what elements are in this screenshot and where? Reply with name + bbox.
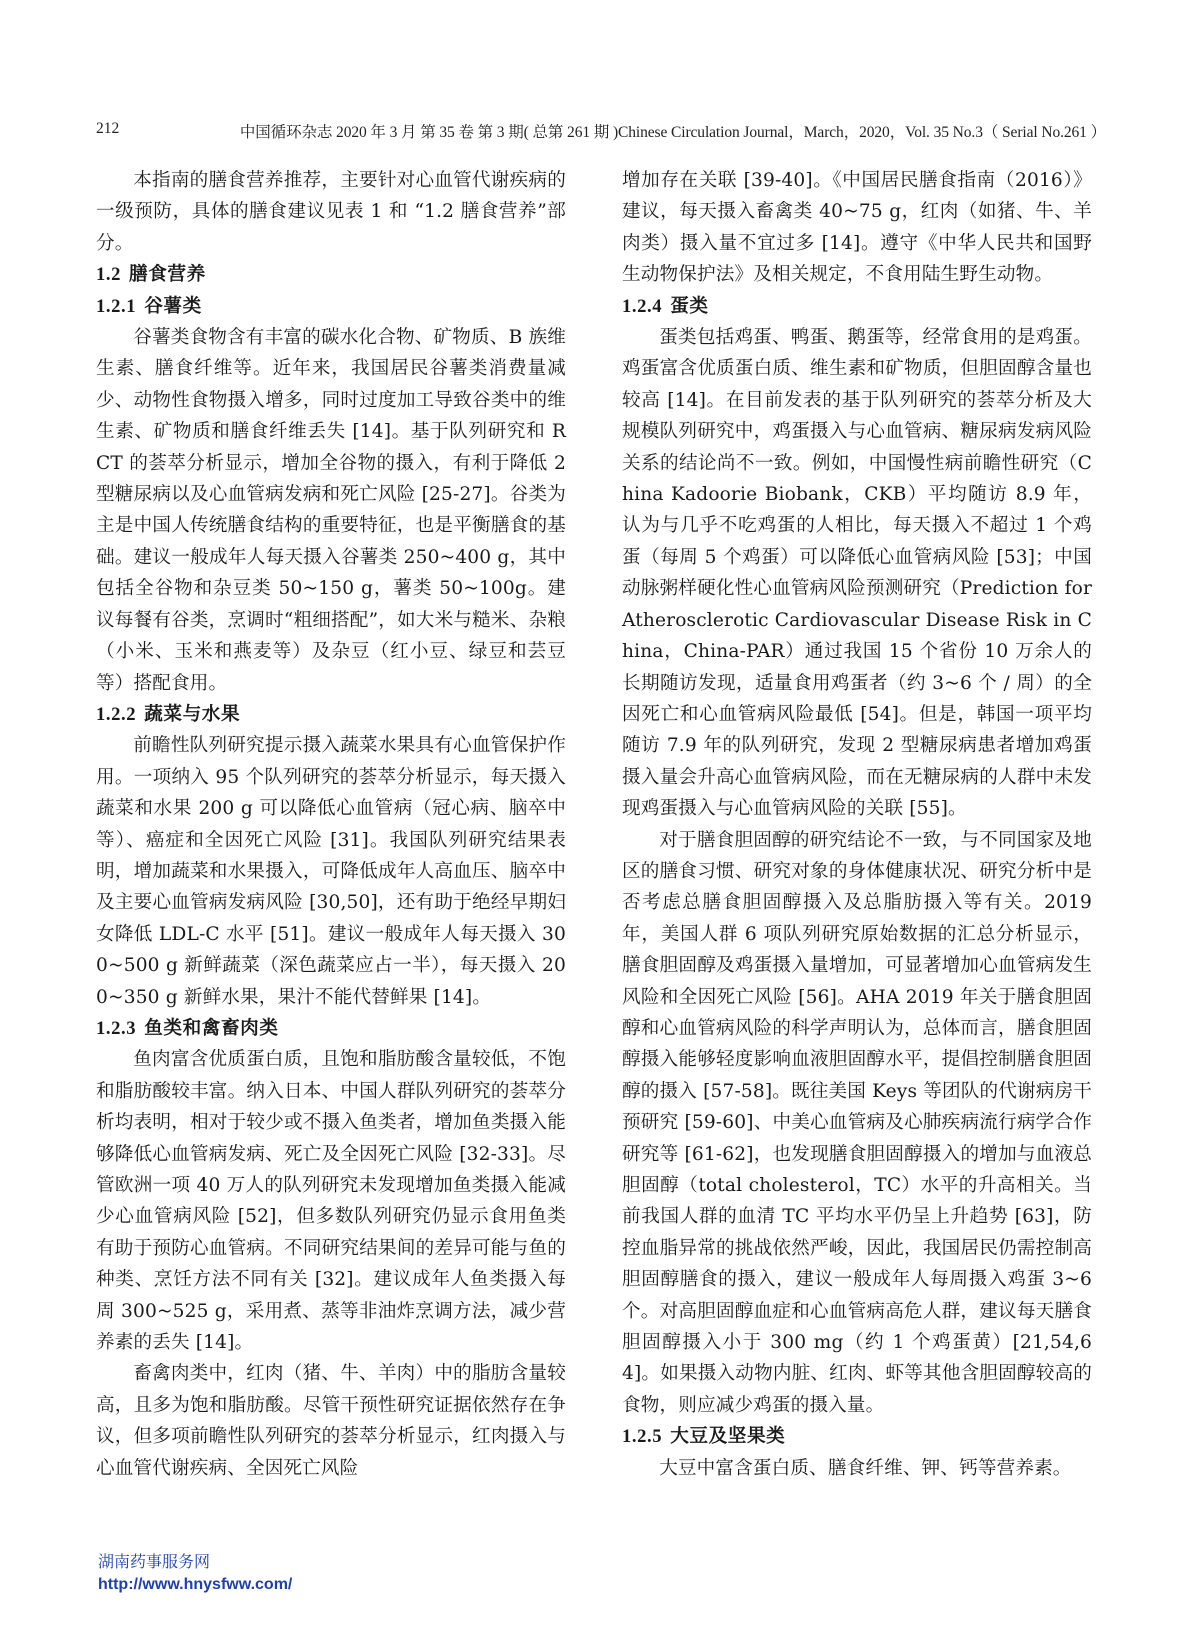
body-paragraph: 鱼肉富含优质蛋白质，且饱和脂肪酸含量较低，不饱和脂肪酸较丰富。纳入日本、中国人群队列研究的荟萃分析均表明，相对于较少或不摄入鱼类者，增加鱼类摄入能够降低心血管病发病、死亡及全因死亡风险 [32-33]。尽管欧洲一项 40 万人的队列研究未发现增加鱼类摄入能减少心血管病风险 [52]，但多数队列研究仍显示食用鱼类有助于预防心血管病。不同研究结果间的差异可能与鱼的种类、烹饪方法不同有关 [32]。建议成年人鱼类摄入每周 300~525 g，采用煮、蒸等非油炸烹调方法，减少营养素的丢失 [14]。: [96, 1049, 566, 1354]
body-paragraph: 大豆中富含蛋白质、膳食纤维、钾、钙等营养素。: [659, 1457, 1072, 1479]
section-heading: [96, 699, 566, 730]
left-column: [96, 165, 566, 1484]
body-paragraph: 对于膳食胆固醇的研究结论不一致，与不同国家及地区的膳食习惯、研究对象的身体健康状况、研究分析中是否考虑总膳食胆固醇摄入及总脂肪摄入等有关。2019 年，美国人群 6 项队列研究原始数据的汇总分析显示，膳食胆固醇及鸡蛋摄入量增加，可显著增加心血管病发生风险和全因死亡风险 [56]。AHA 2019 年关于膳食胆固醇和心血管病风险的科学声明认为，总体而言，膳食胆固醇摄入能够轻度影响血液胆固醇水平，提倡控制膳食胆固醇的摄入 [57-58]。既往美国 Keys 等团队的代谢病房干预研究 [59-60]、中美心血管病及心肺疾病流行病学合作研究等 [61-62]，也发现膳食胆固醇摄入的增加与血液总胆固醇（total cholesterol，TC）水平的升高相关。当前我国人群的血清 TC 平均水平仍呈上升趋势 [63]，防控血脂异常的挑战依然严峻，因此，我国居民仍需控制高胆固醇膳食的摄入，建议一般成年人每周摄入鸡蛋 3~6 个。对高胆固醇血症和心血管病高危人群，建议每天膳食胆固醇摄入小于 300 mg（约 1 个鸡蛋黄）[21,54,64]。如果摄入动物内脏、红肉、虾等其他含胆固醇较高的食物，则应减少鸡蛋的摄入量。: [622, 829, 1092, 1416]
section-title: 蔬菜与水果: [144, 703, 241, 725]
section-number: 1.2.2: [96, 703, 137, 725]
body-paragraph: 增加存在关联 [39-40]。《中国居民膳食指南（2016）》建议，每天摄入畜禽类 40~75 g，红肉（如猪、牛、羊肉类）摄入量不宜过多 [14]。遵守《中华人民共和国野生动物保护法》及相关规定，不食用陆生野生动物。: [622, 170, 1092, 286]
page-number: 212: [96, 120, 120, 137]
section-number: 1.2.3: [96, 1017, 137, 1039]
section-title: 膳食营养: [129, 264, 206, 286]
section-number: 1.2.1: [96, 295, 137, 317]
section-number: 1.2: [96, 264, 122, 286]
body-paragraph: 畜禽肉类中，红肉（猪、牛、羊肉）中的脂肪含量较高，且多为饱和脂肪酸。尽管干预性研究证据依然存在争议，但多项前瞻性队列研究的荟萃分析显示，红肉摄入与心血管代谢疾病、全因死亡风险: [96, 1363, 566, 1479]
section-title: 大豆及坚果类: [670, 1426, 786, 1448]
section-heading: [96, 259, 566, 290]
right-column: [622, 165, 1092, 1484]
section-number: 1.2.4: [622, 295, 663, 317]
section-heading: [622, 1421, 1092, 1452]
section-heading: [96, 291, 566, 322]
section-title: 蛋类: [670, 295, 709, 317]
running-header: [96, 120, 1106, 144]
section-number: 1.2.5: [622, 1426, 663, 1448]
section-heading: [96, 1013, 566, 1044]
body-paragraph: 本指南的膳食营养推荐，主要针对心血管代谢疾病的一级预防，具体的膳食建议见表 1 和 “1.2 膳食营养”部分。: [96, 170, 566, 254]
section-title: 谷薯类: [144, 295, 202, 317]
journal-citation: 中国循环杂志 2020 年 3 月 第 35 卷 第 3 期( 总第 261 期 )Chinese Circulation Journal，March，2020，Vol. 35 No.3（ Serial No.261 ）: [239, 124, 1106, 141]
section-title: 鱼类和禽畜肉类: [144, 1017, 279, 1039]
watermark-site-link[interactable]: http://www.hnysfww.com/: [98, 1576, 293, 1593]
body-paragraph: 蛋类包括鸡蛋、鸭蛋、鹅蛋等，经常食用的是鸡蛋。鸡蛋富含优质蛋白质、维生素和矿物质，但胆固醇含量也较高 [14]。在目前发表的基于队列研究的荟萃分析及大规模队列研究中，鸡蛋摄入与心血管病、糖尿病发病风险关系的结论尚不一致。例如，中国慢性病前瞻性研究（China Kadoorie Biobank，CKB）平均随访 8.9 年，认为与几乎不吃鸡蛋的人相比，每天摄入不超过 1 个鸡蛋（每周 5 个鸡蛋）可以降低心血管病风险 [53]；中国动脉粥样硬化性心血管病风险预测研究（Prediction for Atherosclerotic Cardiovascular Disease Risk in China，China-PAR）通过我国 15 个省份 10 万余人的长期随访发现，适量食用鸡蛋者（约 3~6 个 / 周）的全因死亡和心血管病风险最低 [54]。但是，韩国一项平均随访 7.9 年的队列研究，发现 2 型糖尿病患者增加鸡蛋摄入量会升高心血管病风险，而在无糖尿病的人群中未发现鸡蛋摄入与心血管病风险的关联 [55]。: [622, 327, 1092, 820]
section-heading: [622, 291, 1092, 322]
body-paragraph: 前瞻性队列研究提示摄入蔬菜水果具有心血管保护作用。一项纳入 95 个队列研究的荟萃分析显示，每天摄入蔬菜和水果 200 g 可以降低心血管病（冠心病、脑卒中等）、癌症和全因死亡风险 [31]。我国队列研究结果表明，增加蔬菜和水果摄入，可降低成年人高血压、脑卒中及主要心血管病发病风险 [30,50]，还有助于绝经早期妇女降低 LDL-C 水平 [51]。建议一般成年人每天摄入 300~500 g 新鲜蔬菜（深色蔬菜应占一半），每天摄入 200~350 g 新鲜水果，果汁不能代替鲜果 [14]。: [96, 735, 566, 1008]
watermark-site-name: 湖南药事服务网: [98, 1554, 211, 1571]
watermark-footer: [98, 1552, 398, 1596]
body-paragraph: 谷薯类食物含有丰富的碳水化合物、矿物质、B 族维生素、膳食纤维等。近年来，我国居民谷薯类消费量减少、动物性食物摄入增多，同时过度加工导致谷类中的维生素、矿物质和膳食纤维丢失 [14]。基于队列研究和 RCT 的荟萃分析显示，增加全谷物的摄入，有利于降低 2 型糖尿病以及心血管病发病和死亡风险 [25-27]。谷类为主是中国人传统膳食结构的重要特征，也是平衡膳食的基础。建议一般成年人每天摄入谷薯类 250~400 g，其中包括全谷物和杂豆类 50~150 g，薯类 50~100g。建议每餐有谷类，烹调时“粗细搭配”，如大米与糙米、杂粮（小米、玉米和燕麦等）及杂豆（红小豆、绿豆和芸豆等）搭配食用。: [96, 327, 566, 694]
